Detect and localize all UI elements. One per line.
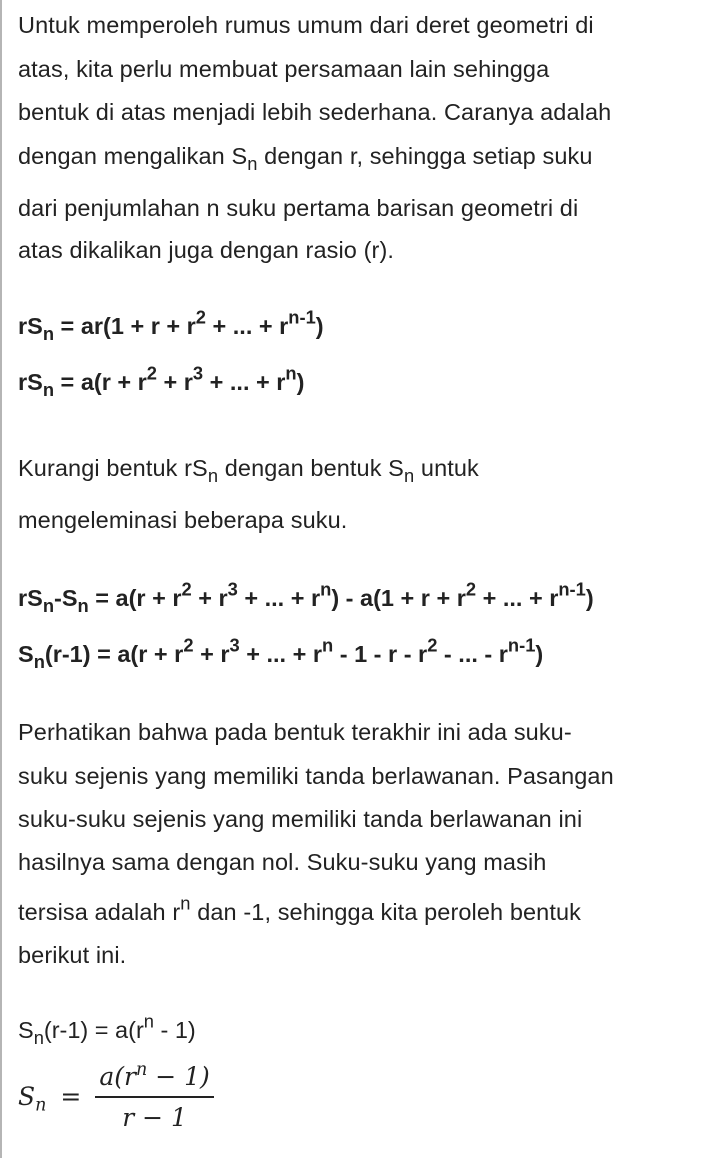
para3-line-1: Perhatikan bahwa pada bentuk terakhir ini ada suku-: [18, 719, 572, 745]
intro-line-4: dengan mengalikan $S_n$ dengan r, sehingga setiap suku: [18, 143, 593, 174]
formula-equals: =: [60, 1082, 82, 1112]
para3-line-4: hasilnya sama dengan nol. Suku-suku yang masih: [18, 849, 547, 875]
para3-line-3: suku-suku sejenis yang memiliki tanda berlawanan ini: [18, 806, 583, 832]
para3-line-5: tersisa adalah $r^n$ dan -1, sehingga kita peroleh bentuk: [18, 892, 581, 925]
equation-3: $rS_n-S_n = a(r + r^2 + r^3$ + ... + $r^n) - a(1 + r + r^2$ + ... + $r^{n-1}$): [18, 578, 594, 616]
equation-5: $S_n(r-1) = a(r^n - 1)$: [18, 1010, 196, 1048]
intro-line-5: dari penjumlahan n suku pertama barisan geometri di: [18, 195, 579, 221]
formula-lhs: $S_n$: [18, 1082, 47, 1116]
para2-line-2: mengeleminasi beberapa suku.: [18, 507, 348, 533]
equation-2: $rS_n = a(r + r^2 + r^3$ + ... + $r^n$): [18, 362, 305, 400]
formula-numerator: $a(r^n - 1)$: [99, 1059, 210, 1091]
intro-line-2: atas, kita perlu membuat persamaan lain sehingga: [18, 56, 550, 82]
intro-line-1: Untuk memperoleh rumus umum dari deret geometri di: [18, 12, 594, 38]
para3-line-6: berikut ini.: [18, 942, 127, 968]
formula-denominator: r − 1: [122, 1102, 187, 1132]
equation-4: $S_n(r-1) = a(r + r^2 + r^3$ + ... + $r^n - 1$ - r - $r^2$ - ... - $r^{n-1}$): [18, 634, 544, 672]
equation-1: $rS_n = ar(1 + r + r^2$ + ... + $r^{n-1}$): [18, 306, 324, 344]
intro-line-6: atas dikalikan juga dengan rasio (r).: [18, 237, 394, 263]
para3-line-2: suku sejenis yang memiliki tanda berlawanan. Pasangan: [18, 763, 614, 789]
para2-line-1: Kurangi bentuk $rS_n$ dengan bentuk $S_n$ untuk: [18, 455, 479, 486]
formula-fraction: [95, 1059, 213, 1132]
left-border-rule: [0, 0, 2, 1158]
sum-formula: [18, 1059, 214, 1132]
intro-line-3: bentuk di atas menjadi lebih sederhana. Caranya adalah: [18, 99, 612, 125]
